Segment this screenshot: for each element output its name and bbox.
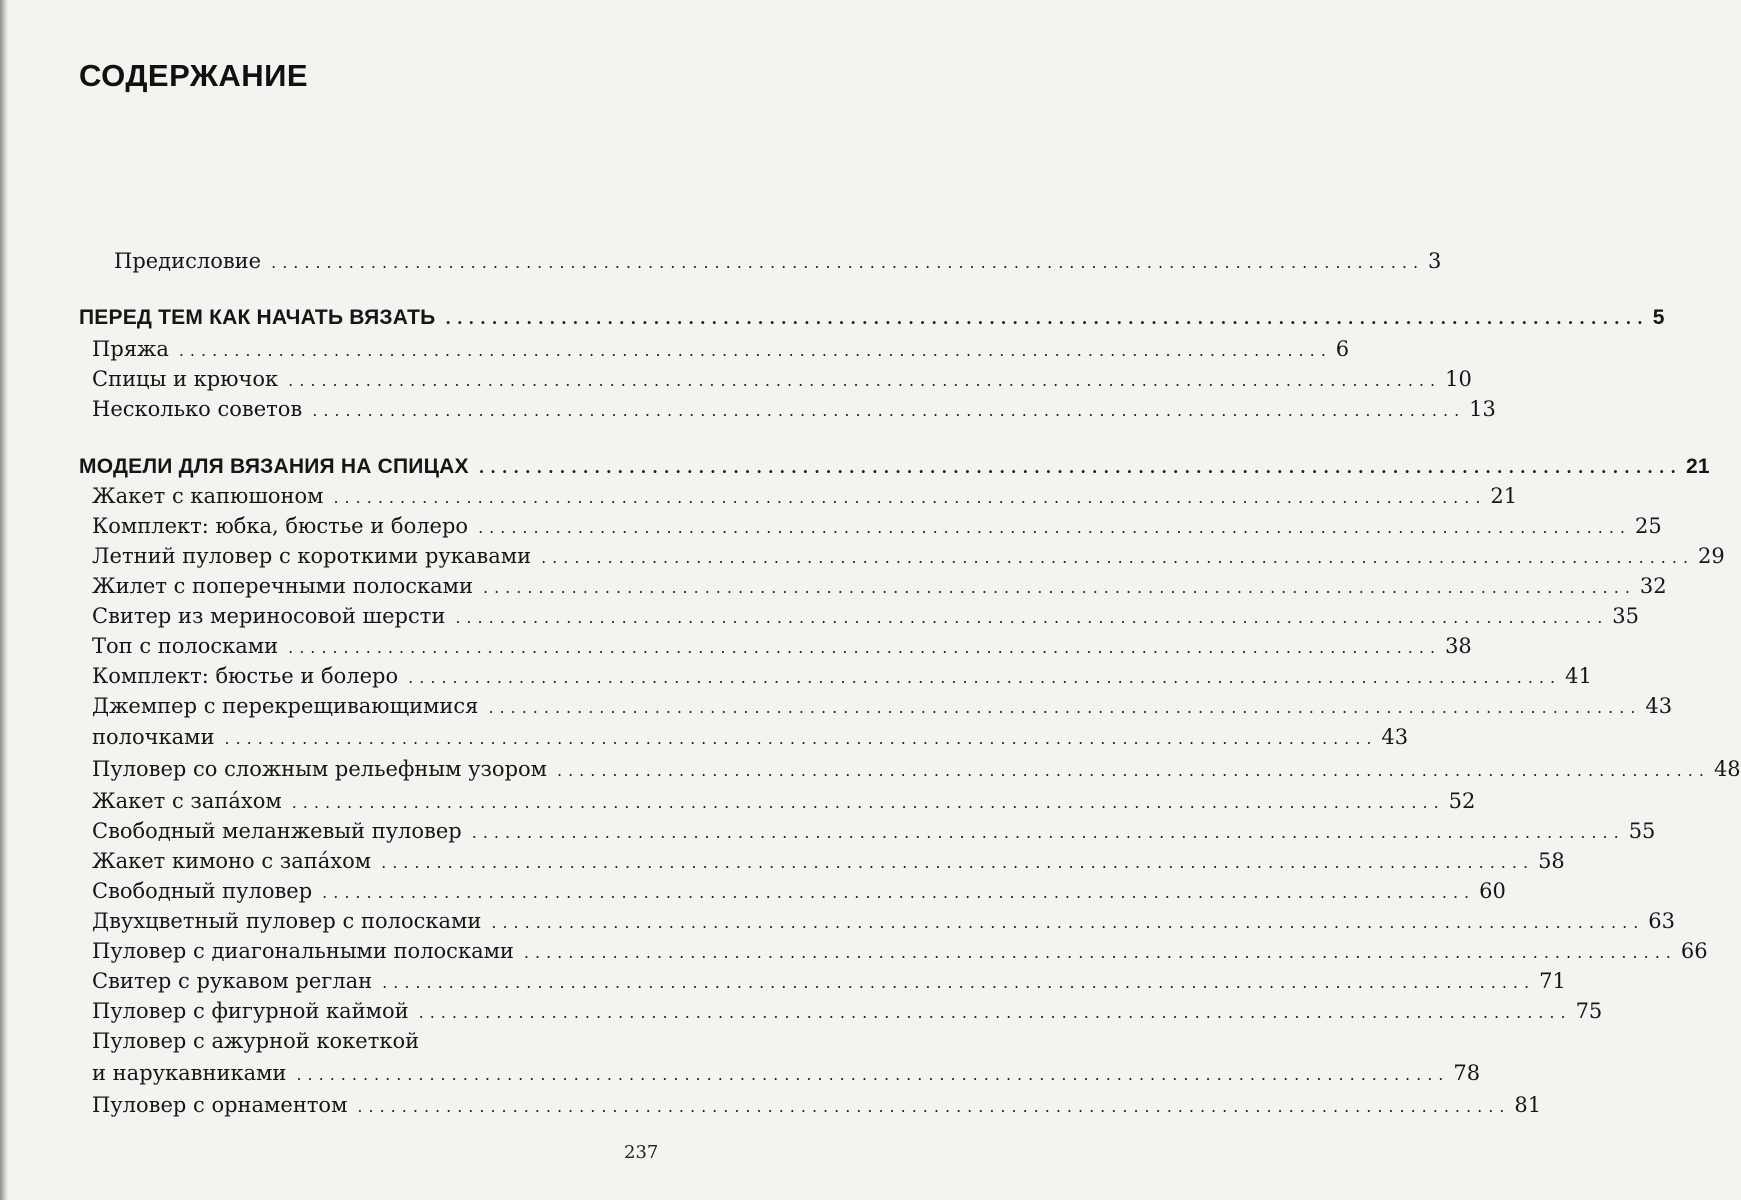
leader-dots: ........................................................................................................ xyxy=(381,853,1535,872)
leader-dots: ........................................................................................................ xyxy=(523,943,1677,962)
toc-entry-page: 35 xyxy=(1612,604,1640,628)
leader-dots: ........................................................................................................ xyxy=(288,371,1442,390)
toc-entry-page: 48 xyxy=(1713,757,1741,781)
leader-dots: ........................................................................................................ xyxy=(333,488,1487,507)
toc-entry[interactable] xyxy=(0,397,1496,429)
toc-entry-label: Пуловер с диагональными полосками xyxy=(92,939,514,963)
toc-entry[interactable] xyxy=(0,694,1673,726)
toc-entry-page: 81 xyxy=(1514,1093,1542,1117)
leader-dots: ........................................................................................................ xyxy=(445,309,1649,328)
toc-entry-label: Пуловер с орнаментом xyxy=(92,1093,348,1117)
toc-entry-label: Пуловер со сложным рельефным узором xyxy=(92,757,547,781)
leader-dots: ........................................................................................................ xyxy=(312,401,1466,420)
toc-entry[interactable] xyxy=(0,604,1640,636)
toc-entry[interactable] xyxy=(0,819,1656,851)
toc-entry[interactable] xyxy=(0,337,1350,369)
toc-section-title: ПЕРЕД ТЕМ КАК НАЧАТЬ ВЯЗАТЬ xyxy=(79,306,436,329)
toc-entry-page: 41 xyxy=(1565,664,1592,688)
toc-entry-label: Комплект: бюстье и болеро xyxy=(92,664,399,688)
toc-entry[interactable] xyxy=(0,909,1676,941)
leader-dots: ........................................................................................................ xyxy=(541,548,1695,567)
toc-entry-label: Жакет кимоно с запáхом xyxy=(92,849,372,873)
toc-entry-label: Пуловер с фигурной каймой xyxy=(92,999,409,1023)
toc-entry-page: 60 xyxy=(1479,879,1506,903)
toc-entry-page: 78 xyxy=(1453,1061,1481,1085)
toc-section-page: 21 xyxy=(1686,455,1710,478)
toc-entry-page: 21 xyxy=(1490,484,1518,508)
leader-dots: ........................................................................................................ xyxy=(271,253,1425,272)
toc-entry-page: 29 xyxy=(1698,544,1725,568)
leader-dots: ........................................................................................................ xyxy=(322,883,1476,902)
leader-dots: ........................................................................................................ xyxy=(488,698,1642,717)
toc-entry[interactable] xyxy=(0,849,1565,881)
leader-dots: ........................................................................................................ xyxy=(491,913,1645,932)
toc-entry-page: 25 xyxy=(1635,514,1662,538)
toc-entry[interactable] xyxy=(0,484,1518,516)
leader-dots: ........................................................................................................ xyxy=(478,518,1631,537)
toc-entry-label: Жилет с поперечными полосками xyxy=(92,574,473,598)
toc-entry-label: Несколько советов xyxy=(92,397,303,421)
leader-dots: ........................................................................................................ xyxy=(478,458,1682,477)
leader-dots: ........................................................................................................ xyxy=(455,608,1609,627)
leader-dots: ........................................................................................................ xyxy=(224,729,1378,748)
toc-entry-label: полочками xyxy=(92,725,215,749)
leader-dots: ........................................................................................................ xyxy=(178,341,1332,360)
toc-entry[interactable] xyxy=(0,1093,1542,1125)
toc-entry-page: 32 xyxy=(1639,574,1667,598)
toc-entry-page: 55 xyxy=(1628,819,1656,843)
toc-entry-label: Свободный пуловер xyxy=(92,879,313,903)
toc-entry[interactable] xyxy=(0,789,1476,821)
toc-entry[interactable] xyxy=(0,544,1725,576)
toc-entry-label: Пуловер с ажурной кокеткой xyxy=(92,1029,420,1053)
toc-entry-label: Летний пуловер с короткими рукавами xyxy=(92,544,532,568)
leader-dots: ........................................................................................................ xyxy=(291,793,1445,812)
toc-entry[interactable] xyxy=(0,939,1708,971)
toc-entry-page: 52 xyxy=(1448,789,1476,813)
toc-entry-page: 43 xyxy=(1645,694,1673,718)
toc-entry-label: Жакет с капюшоном xyxy=(92,484,324,508)
toc-entry[interactable] xyxy=(0,574,1667,606)
leader-dots: ........................................................................................................ xyxy=(357,1097,1511,1116)
toc-entry[interactable] xyxy=(0,725,1409,757)
leader-dots: ........................................................................................................ xyxy=(288,638,1442,657)
leader-dots: ........................................................................................................ xyxy=(408,668,1562,687)
toc-entry-line[interactable] xyxy=(92,1029,419,1061)
toc-entry-page: 66 xyxy=(1680,939,1708,963)
toc-section-title: МОДЕЛИ ДЛЯ ВЯЗАНИЯ НА СПИЦАХ xyxy=(79,455,469,478)
toc-entry-label: Свободный меланжевый пуловер xyxy=(92,819,462,843)
toc-section-knitting-models[interactable] xyxy=(0,455,1710,487)
toc-entry-page: 13 xyxy=(1469,397,1496,421)
contents-title: СОДЕРЖАНИЕ xyxy=(79,58,309,93)
toc-entry-label: Свитер с рукавом реглан xyxy=(92,969,373,993)
toc-entry-foreword[interactable] xyxy=(0,249,1442,281)
toc-entry-label: Джемпер с перекрещивающимися xyxy=(92,694,479,718)
leader-dots: ........................................................................................................ xyxy=(382,973,1536,992)
toc-entry-label: Комплект: юбка, бюстье и болеро xyxy=(92,514,469,538)
page-number: 237 xyxy=(624,1142,659,1163)
toc-entry-page: 63 xyxy=(1648,909,1676,933)
toc-entry-page: 3 xyxy=(1428,249,1442,273)
toc-entry[interactable] xyxy=(0,1061,1481,1093)
toc-entry-label: Спицы и крючок xyxy=(92,367,279,391)
toc-entry-page: 6 xyxy=(1335,337,1350,361)
toc-entry-page: 75 xyxy=(1575,999,1603,1023)
toc-entry-label: и нарукавниками xyxy=(92,1061,287,1085)
leader-dots: ........................................................................................................ xyxy=(471,823,1625,842)
toc-entry-page: 71 xyxy=(1539,969,1566,993)
toc-section-page: 5 xyxy=(1652,306,1665,329)
toc-entry-page: 38 xyxy=(1445,634,1472,658)
leader-dots: ........................................................................................................ xyxy=(296,1065,1450,1084)
toc-entry[interactable] xyxy=(0,634,1472,666)
toc-entry-label: Свитер из мериносовой шерсти xyxy=(92,604,446,628)
toc-entry-label: Пряжа xyxy=(92,337,169,361)
toc-entry-page: 58 xyxy=(1538,849,1565,873)
toc-entry[interactable] xyxy=(0,664,1592,696)
toc-section-before-knitting[interactable] xyxy=(0,306,1665,338)
toc-entry-label: Топ с полосками xyxy=(92,634,279,658)
toc-entry-label: Предисловие xyxy=(114,249,262,273)
toc-entry[interactable] xyxy=(0,514,1662,546)
leader-dots: ........................................................................................................ xyxy=(482,578,1636,597)
toc-entry[interactable] xyxy=(0,879,1506,911)
leader-dots: ........................................................................................................ xyxy=(557,761,1710,780)
toc-entry-label: Жакет с запáхом xyxy=(92,789,282,813)
toc-entry[interactable] xyxy=(0,969,1566,1001)
toc-entry-page: 43 xyxy=(1381,725,1409,749)
toc-entry[interactable] xyxy=(0,757,1741,789)
toc-entry-page: 10 xyxy=(1445,367,1472,391)
toc-entry[interactable] xyxy=(0,367,1472,399)
toc-entry-label: Двухцветный пуловер с полосками xyxy=(92,909,482,933)
leader-dots: ........................................................................................................ xyxy=(418,1003,1572,1022)
toc-entry[interactable] xyxy=(0,999,1603,1031)
